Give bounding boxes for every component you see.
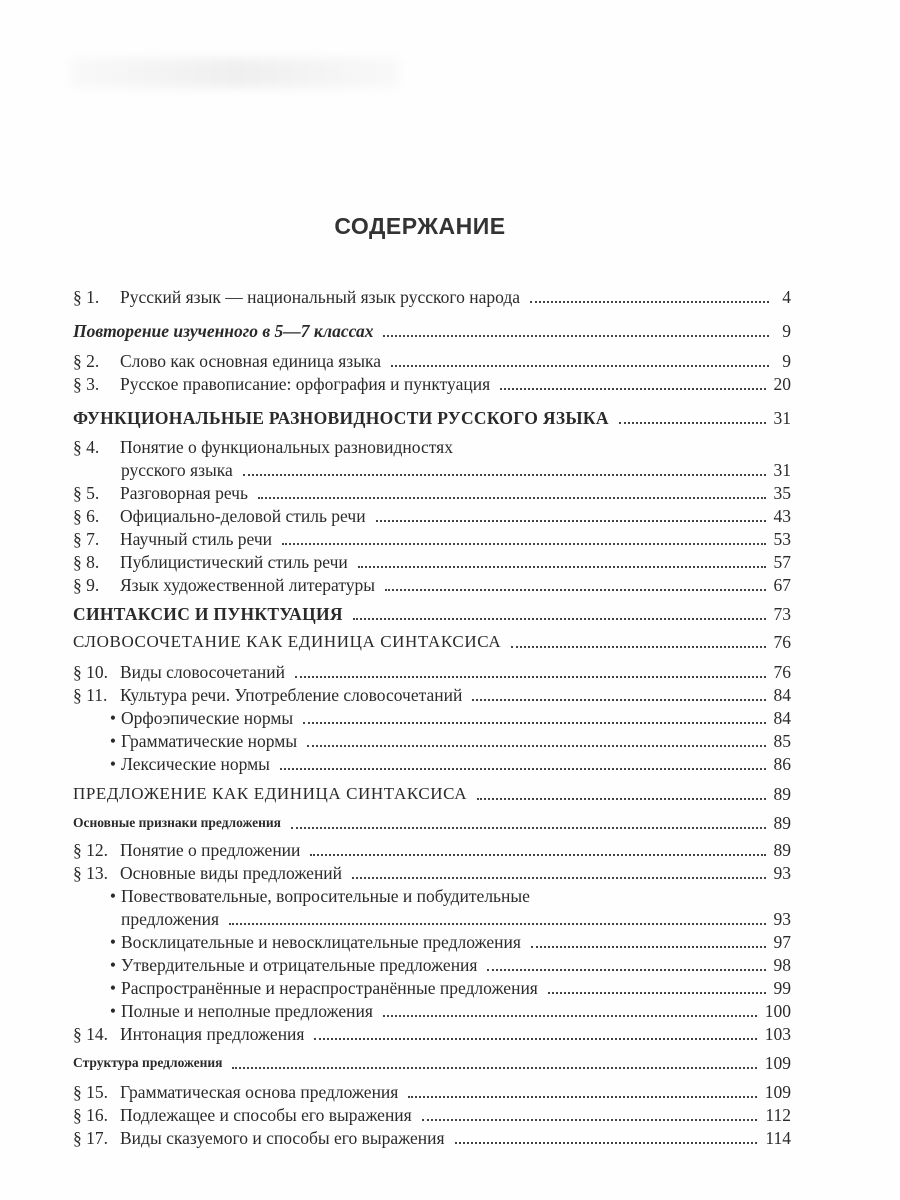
bullet-mark: • (109, 731, 116, 751)
section-number: § 17. (73, 1128, 108, 1148)
toc-entry-text: Виды сказуемого и способы его выражения (120, 1128, 445, 1148)
bullet-mark: • (109, 978, 116, 998)
bullet-mark: • (109, 886, 116, 906)
toc-entry-text: Орфоэпические нормы (121, 708, 294, 728)
toc-entry (73, 681, 791, 705)
toc-entry (73, 809, 791, 833)
page-number: 35 (773, 483, 791, 503)
toc-entry (73, 928, 791, 952)
page-number: 86 (773, 754, 791, 774)
toc-entry-text: Полные и неполные предложения (121, 1001, 373, 1021)
page-number: 4 (782, 287, 791, 307)
toc-entry-text: Грамматическая основа предложения (120, 1082, 399, 1102)
toc-entry-text: Структура предложения (73, 1055, 223, 1070)
toc-entry (73, 951, 791, 975)
page-number: 89 (773, 784, 791, 804)
dot-leader (243, 468, 766, 476)
bullet-mark: • (109, 708, 116, 728)
bullet-mark: • (109, 932, 116, 952)
dot-leader (619, 416, 766, 424)
toc-entry-text: Повествовательные, вопросительные и побудительные (121, 886, 530, 906)
dot-leader (353, 612, 766, 620)
page-number: 73 (773, 604, 791, 624)
dot-leader (408, 1090, 756, 1098)
section-number: § 7. (73, 529, 100, 549)
section-number: § 8. (73, 552, 100, 572)
dot-leader (303, 716, 765, 724)
toc-entry (73, 347, 791, 371)
page-number: 98 (773, 955, 791, 975)
section-number: § 9. (73, 575, 100, 595)
toc-entry-text: Русское правописание: орфография и пунктуация (120, 374, 491, 394)
toc-entry-text: ФУНКЦИОНАЛЬНЫЕ РАЗНОВИДНОСТИ РУССКОГО ЯЗЫКА (73, 408, 609, 428)
section-number: § 16. (73, 1105, 108, 1125)
toc-entry (73, 1020, 791, 1044)
section-number: § 2. (73, 351, 100, 371)
toc-entry-text: Грамматические нормы (121, 731, 298, 751)
dot-leader (487, 963, 765, 971)
toc-entry (73, 317, 791, 341)
toc-entry-text: Восклицательные и невосклицательные предложения (121, 932, 521, 952)
dot-leader (229, 917, 765, 925)
dot-leader (500, 382, 765, 390)
page-number: 9 (782, 351, 791, 371)
dot-leader (314, 1032, 756, 1040)
toc-entry (73, 571, 791, 595)
section-number: § 3. (73, 374, 100, 394)
toc-entry-text: Интонация предложения (120, 1024, 305, 1044)
page-number: 112 (765, 1105, 791, 1125)
dot-leader (282, 537, 765, 545)
toc-entry-text: Русский язык — национальный язык русского народа (120, 287, 521, 307)
page-number: 76 (773, 632, 791, 652)
toc-entry (73, 1124, 791, 1148)
page-title: СОДЕРЖАНИЕ (334, 213, 506, 239)
dot-leader (376, 514, 766, 522)
toc-entry (73, 1049, 791, 1073)
toc-entry (73, 628, 791, 652)
page-number: 99 (773, 978, 791, 998)
toc-entry-text: Понятие о предложении (120, 840, 301, 860)
page-number: 85 (773, 731, 791, 751)
bullet-mark: • (109, 955, 116, 975)
page-number: 109 (764, 1082, 791, 1102)
toc-entry (73, 548, 791, 572)
page-number: 9 (782, 321, 791, 341)
toc-entry-text: СЛОВОСОЧЕТАНИЕ КАК ЕДИНИЦА СИНТАКСИСА (73, 632, 502, 651)
page-number: 109 (764, 1053, 791, 1073)
scan-smudge (70, 58, 400, 88)
page-number: 67 (773, 575, 791, 595)
section-number: § 13. (73, 863, 108, 883)
page-number: 89 (773, 840, 791, 860)
toc-entry (73, 433, 791, 457)
toc-entry-text: Понятие о функциональных разновидностях (120, 437, 453, 457)
dot-leader (531, 940, 766, 948)
toc-entry (73, 704, 791, 728)
toc-entry-text: предложения (121, 909, 220, 929)
toc-entry (73, 370, 791, 394)
page-number: 114 (765, 1128, 791, 1148)
dot-leader (548, 986, 766, 994)
page-number: 57 (773, 552, 791, 572)
page-number: 93 (773, 909, 791, 929)
dot-leader (477, 792, 765, 800)
section-number: § 1. (73, 287, 100, 307)
dot-leader (422, 1113, 758, 1121)
toc-entry (73, 658, 791, 682)
dot-leader (280, 762, 766, 770)
dot-leader (232, 1061, 756, 1069)
toc-entry-text: русского языка (121, 460, 233, 480)
dot-leader (530, 295, 769, 303)
page-number: 100 (764, 1001, 791, 1021)
section-number: § 12. (73, 840, 108, 860)
toc-entry-text: Распространённые и нераспространённые предложения (121, 978, 538, 998)
section-number: § 14. (73, 1024, 108, 1044)
toc-entry (73, 727, 791, 751)
toc-entry-text: Язык художественной литературы (120, 575, 376, 595)
page-number: 97 (773, 932, 791, 952)
section-number: § 11. (73, 685, 108, 705)
toc-entry-text: Повторение изученного в 5—7 классах (73, 321, 374, 341)
toc-entry (73, 997, 791, 1021)
toc-entry-text: СИНТАКСИС И ПУНКТУАЦИЯ (73, 604, 343, 624)
toc-entry-text: Научный стиль речи (120, 529, 273, 549)
dot-leader (391, 359, 769, 367)
dot-leader (291, 821, 766, 829)
toc-entry-text: Слово как основная единица языка (120, 351, 381, 371)
toc-entry (73, 600, 791, 624)
toc-entry (73, 479, 791, 503)
page-number: 93 (773, 863, 791, 883)
section-number: § 6. (73, 506, 100, 526)
toc-entry-text: Публицистический стиль речи (120, 552, 348, 572)
page-number: 89 (773, 813, 791, 833)
toc-entry-text: Основные виды предложений (120, 863, 343, 883)
toc-entry-text: Виды словосочетаний (120, 662, 286, 682)
toc-entry-text: Подлежащее и способы его выражения (120, 1105, 412, 1125)
page-number: 76 (773, 662, 791, 682)
toc-entry (73, 502, 791, 526)
toc-entry (73, 974, 791, 998)
toc-entry-text: Официально-деловой стиль речи (120, 506, 366, 526)
toc-entry (73, 905, 791, 929)
toc-entry (73, 456, 791, 480)
section-number: § 4. (73, 437, 100, 457)
toc-entry (73, 1078, 791, 1102)
bullet-mark: • (109, 754, 116, 774)
page-number: 31 (773, 460, 791, 480)
toc-entry (73, 882, 791, 906)
toc-entry (73, 859, 791, 883)
dot-leader (295, 670, 765, 678)
toc-entry (73, 525, 791, 549)
page-number: 103 (764, 1024, 791, 1044)
page-number: 43 (773, 506, 791, 526)
dot-leader (383, 329, 769, 337)
dot-leader (258, 491, 766, 499)
section-number: § 5. (73, 483, 100, 503)
toc-entry (73, 836, 791, 860)
toc-entry-text: Культура речи. Употребление словосочетаний (120, 685, 463, 705)
dot-leader (310, 848, 765, 856)
dot-leader (307, 739, 765, 747)
page-number: 84 (773, 685, 791, 705)
dot-leader (455, 1136, 758, 1144)
dot-leader (383, 1009, 757, 1017)
dot-leader (385, 583, 765, 591)
bullet-mark: • (109, 1001, 116, 1021)
toc-entry-text: Разговорная речь (120, 483, 248, 503)
toc-entry-text: Лексические нормы (121, 754, 270, 774)
toc-entry (73, 283, 791, 307)
page-number: 20 (773, 374, 791, 394)
toc-entry-text: Основные признаки предложения (73, 815, 281, 830)
dot-leader (352, 871, 765, 879)
dot-leader (472, 693, 765, 701)
page-number: 53 (773, 529, 791, 549)
toc-entry-text: Утвердительные и отрицательные предложения (121, 955, 478, 975)
dot-leader (358, 560, 766, 568)
toc-entry (73, 750, 791, 774)
toc-entry-text: ПРЕДЛОЖЕНИЕ КАК ЕДИНИЦА СИНТАКСИСА (73, 784, 468, 803)
toc-entry (73, 404, 791, 428)
page-number: 31 (773, 408, 791, 428)
section-number: § 10. (73, 662, 108, 682)
toc-entry (73, 780, 791, 804)
toc-entry (73, 1101, 791, 1125)
dot-leader (511, 640, 765, 648)
section-number: § 15. (73, 1082, 108, 1102)
page-number: 84 (773, 708, 791, 728)
